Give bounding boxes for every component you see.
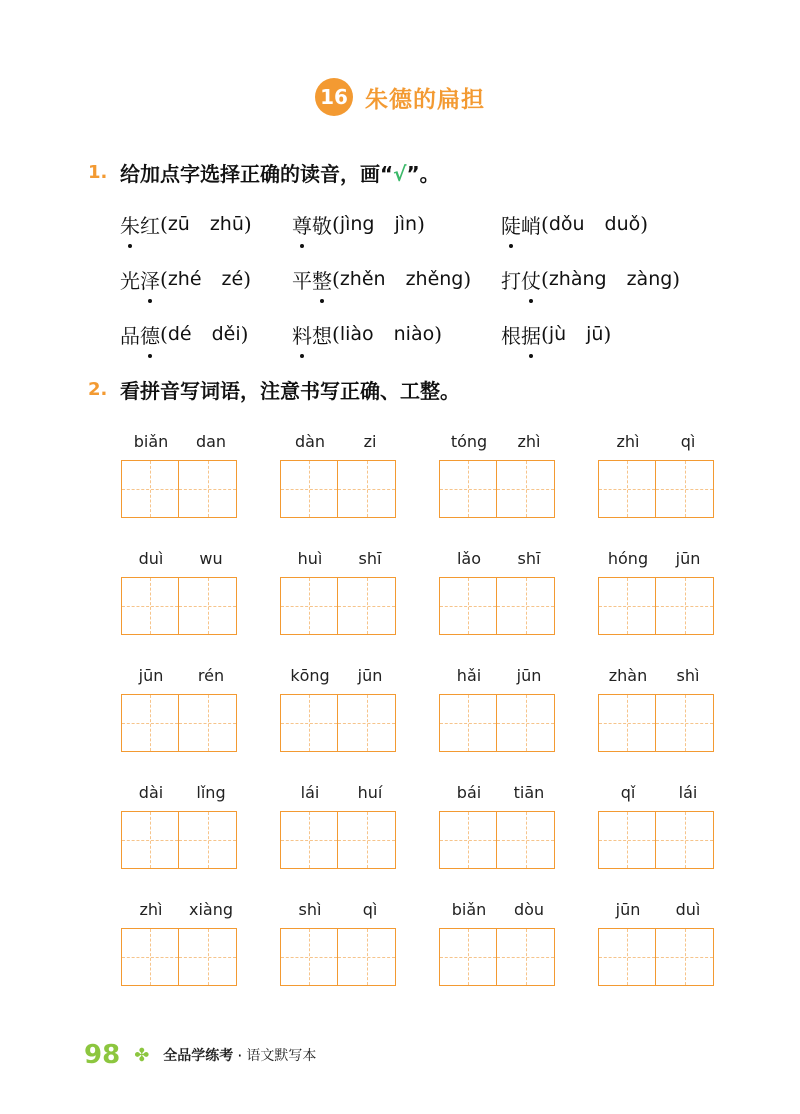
- word-character: 想: [312, 323, 332, 348]
- tian-zi-box[interactable]: [439, 811, 497, 869]
- reading-item: [501, 210, 648, 239]
- writing-boxes: [598, 811, 718, 869]
- option-gap: [386, 267, 406, 291]
- option-gap: [374, 322, 394, 346]
- dotted-character: 料: [292, 320, 312, 349]
- tian-zi-box[interactable]: [656, 811, 714, 869]
- pinyin-syllable: jūn: [138, 666, 164, 685]
- pinyin-line: [598, 549, 718, 571]
- word-cell: [121, 549, 241, 635]
- word-cell: [598, 900, 718, 986]
- instruction-pre: 给加点字选择正确的读音，画“: [120, 162, 394, 186]
- reading-item: [292, 320, 442, 349]
- tian-zi-box[interactable]: [338, 928, 396, 986]
- tian-zi-box[interactable]: [121, 811, 179, 869]
- pinyin-syllable: lái: [300, 783, 320, 802]
- question-1-heading: [88, 158, 440, 187]
- lesson-title: 朱德的扁担: [365, 86, 485, 113]
- dotted-character: 泽: [140, 265, 160, 294]
- pinyin-syllable: lǎo: [456, 549, 482, 568]
- parenthesis: ): [417, 212, 425, 236]
- lesson-number-badge: 16: [315, 78, 353, 116]
- pinyin-syllable: jūn: [675, 549, 701, 568]
- brand-name: 全品学练考: [163, 1048, 234, 1064]
- word-cell: [280, 666, 400, 752]
- tian-zi-box[interactable]: [338, 460, 396, 518]
- tian-zi-box[interactable]: [598, 460, 656, 518]
- pinyin-option[interactable]: jìng: [339, 213, 375, 235]
- writing-boxes: [121, 928, 241, 986]
- pinyin-line: [121, 432, 241, 454]
- reading-item: [501, 265, 680, 294]
- pinyin-syllable: shì: [676, 666, 700, 685]
- dotted-character: 仗: [521, 265, 541, 294]
- writing-boxes: [439, 811, 559, 869]
- pinyin-syllable: jūn: [516, 666, 542, 685]
- writing-boxes: [439, 577, 559, 635]
- tian-zi-box[interactable]: [598, 694, 656, 752]
- tian-zi-box[interactable]: [497, 928, 555, 986]
- tian-zi-box[interactable]: [439, 460, 497, 518]
- pinyin-syllable: wu: [199, 549, 223, 568]
- pinyin-option[interactable]: zhàng: [548, 268, 607, 290]
- pinyin-line: [121, 666, 241, 688]
- tian-zi-box[interactable]: [598, 811, 656, 869]
- tian-zi-box[interactable]: [497, 694, 555, 752]
- pinyin-syllable: dòu: [513, 900, 545, 919]
- tian-zi-box[interactable]: [179, 460, 237, 518]
- pinyin-syllable: duì: [138, 549, 164, 568]
- word-cell: [280, 432, 400, 518]
- word-character: 根: [501, 323, 521, 348]
- parenthesis: (: [541, 322, 549, 346]
- parenthesis: ): [603, 322, 612, 346]
- pinyin-syllable: dan: [195, 432, 227, 451]
- writing-boxes: [280, 577, 400, 635]
- writing-boxes: [121, 577, 241, 635]
- pinyin-line: [598, 783, 718, 805]
- reading-item: [292, 210, 425, 239]
- word-cell: [598, 549, 718, 635]
- lesson-header: [0, 78, 800, 116]
- parenthesis: (: [160, 322, 168, 346]
- tian-zi-box[interactable]: [121, 577, 179, 635]
- tian-zi-box[interactable]: [280, 928, 338, 986]
- pinyin-option[interactable]: zhū: [209, 213, 244, 235]
- writing-boxes: [280, 694, 400, 752]
- word-cell: [280, 900, 400, 986]
- writing-boxes: [598, 694, 718, 752]
- word-character: 品: [120, 323, 140, 348]
- clover-icon: ✤: [134, 1044, 150, 1066]
- parenthesis: ): [243, 267, 252, 291]
- pinyin-line: [121, 549, 241, 571]
- dotted-character: 尊: [292, 210, 312, 239]
- pinyin-syllable: huì: [297, 549, 323, 568]
- word-cell: [439, 549, 559, 635]
- tian-zi-box[interactable]: [497, 460, 555, 518]
- pinyin-syllable: hóng: [607, 549, 649, 568]
- parenthesis: ): [434, 322, 443, 346]
- pinyin-line: [439, 666, 559, 688]
- pinyin-syllable: tiān: [513, 783, 545, 802]
- page-footer: [84, 1040, 316, 1070]
- tian-zi-box[interactable]: [338, 811, 396, 869]
- parenthesis: (: [541, 212, 549, 236]
- pinyin-syllable: hǎi: [456, 666, 482, 685]
- tian-zi-box[interactable]: [598, 928, 656, 986]
- pinyin-syllable: qì: [362, 900, 378, 919]
- parenthesis: ): [672, 267, 681, 291]
- tian-zi-box[interactable]: [656, 928, 714, 986]
- brand-separator: ·: [237, 1045, 243, 1065]
- tian-zi-box[interactable]: [280, 811, 338, 869]
- pinyin-line: [280, 900, 400, 922]
- word-cell: [280, 783, 400, 869]
- pinyin-option[interactable]: jìn: [394, 213, 418, 235]
- question-1-instruction: [120, 158, 440, 187]
- tian-zi-box[interactable]: [280, 460, 338, 518]
- pinyin-syllable: shī: [358, 549, 382, 568]
- pinyin-syllable: xiàng: [188, 900, 233, 919]
- writing-boxes: [121, 694, 241, 752]
- reading-item: [501, 320, 611, 349]
- dotted-character: 德: [140, 320, 160, 349]
- parenthesis: (: [332, 322, 340, 346]
- reading-item: [120, 210, 252, 239]
- option-gap: [566, 322, 586, 346]
- pinyin-line: [439, 549, 559, 571]
- writing-boxes: [439, 694, 559, 752]
- writing-boxes: [121, 811, 241, 869]
- option-gap: [202, 267, 222, 291]
- option-gap: [374, 212, 394, 236]
- parenthesis: ): [240, 322, 249, 346]
- word-character: 红: [140, 213, 160, 238]
- pinyin-syllable: zi: [363, 432, 377, 451]
- pinyin-syllable: jūn: [615, 900, 641, 919]
- option-gap: [190, 212, 210, 236]
- instruction-post: ”。: [406, 162, 440, 186]
- dotted-character: 整: [312, 265, 332, 294]
- writing-boxes: [598, 577, 718, 635]
- pinyin-syllable: dài: [138, 783, 164, 802]
- pinyin-line: [598, 432, 718, 454]
- pinyin-syllable: bái: [456, 783, 482, 802]
- pinyin-line: [439, 900, 559, 922]
- writing-boxes: [439, 460, 559, 518]
- writing-boxes: [598, 928, 718, 986]
- word-cell: [121, 432, 241, 518]
- pinyin-syllable: lǐng: [196, 783, 226, 802]
- tian-zi-box[interactable]: [179, 694, 237, 752]
- tian-zi-box[interactable]: [656, 577, 714, 635]
- pinyin-syllable: duì: [675, 900, 701, 919]
- question-2-heading: [88, 375, 460, 404]
- option-gap: [607, 267, 627, 291]
- option-gap: [585, 212, 605, 236]
- pinyin-option[interactable]: děi: [211, 323, 241, 345]
- option-gap: [192, 322, 212, 346]
- pinyin-syllable: zhì: [616, 432, 640, 451]
- word-character: 峭: [521, 213, 541, 238]
- question-2-instruction: 看拼音写词语，注意书写正确、工整。: [120, 379, 460, 403]
- pinyin-syllable: biǎn: [133, 432, 169, 451]
- pinyin-line: [280, 783, 400, 805]
- pinyin-syllable: rén: [197, 666, 225, 685]
- pinyin-syllable: biǎn: [451, 900, 487, 919]
- tian-zi-box[interactable]: [338, 694, 396, 752]
- writing-boxes: [280, 460, 400, 518]
- word-cell: [598, 432, 718, 518]
- word-cell: [121, 783, 241, 869]
- writing-boxes: [280, 928, 400, 986]
- word-cell: [121, 666, 241, 752]
- pinyin-option[interactable]: zé: [221, 268, 244, 290]
- tian-zi-box[interactable]: [121, 460, 179, 518]
- tian-zi-box[interactable]: [280, 694, 338, 752]
- pinyin-line: [439, 432, 559, 454]
- pinyin-line: [439, 783, 559, 805]
- parenthesis: (: [160, 267, 168, 291]
- pinyin-syllable: lái: [678, 783, 698, 802]
- pinyin-syllable: jūn: [357, 666, 383, 685]
- word-character: 敬: [312, 213, 332, 238]
- pinyin-line: [280, 432, 400, 454]
- pinyin-option[interactable]: jū: [586, 323, 604, 345]
- pinyin-option[interactable]: duǒ: [604, 213, 641, 235]
- tian-zi-box[interactable]: [497, 577, 555, 635]
- pinyin-option[interactable]: jù: [548, 323, 567, 345]
- tian-zi-box[interactable]: [598, 577, 656, 635]
- writing-boxes: [439, 928, 559, 986]
- writing-boxes: [598, 460, 718, 518]
- parenthesis: (: [160, 212, 168, 236]
- pinyin-line: [598, 900, 718, 922]
- reading-item: [120, 320, 248, 349]
- dotted-character: 朱: [120, 210, 140, 239]
- word-cell: [439, 666, 559, 752]
- pinyin-option[interactable]: dé: [167, 323, 192, 345]
- pinyin-line: [121, 900, 241, 922]
- tian-zi-box[interactable]: [439, 928, 497, 986]
- dotted-character: 据: [521, 320, 541, 349]
- parenthesis: ): [243, 212, 252, 236]
- parenthesis: ): [640, 212, 649, 236]
- pinyin-line: [280, 549, 400, 571]
- pinyin-option[interactable]: zhé: [167, 268, 202, 290]
- parenthesis: ): [463, 267, 472, 291]
- pinyin-syllable: qì: [680, 432, 696, 451]
- tian-zi-box[interactable]: [179, 577, 237, 635]
- reading-item: [120, 265, 251, 294]
- dotted-character: 陡: [501, 210, 521, 239]
- tian-zi-box[interactable]: [656, 694, 714, 752]
- tian-zi-box[interactable]: [338, 577, 396, 635]
- pinyin-syllable: zhì: [139, 900, 163, 919]
- pinyin-option[interactable]: zhěng: [405, 268, 464, 290]
- word-cell: [280, 549, 400, 635]
- pinyin-line: [280, 666, 400, 688]
- tian-zi-box[interactable]: [439, 577, 497, 635]
- pinyin-syllable: shì: [298, 900, 322, 919]
- tian-zi-box[interactable]: [179, 811, 237, 869]
- word-cell: [121, 900, 241, 986]
- word-character: 打: [501, 268, 521, 293]
- pinyin-syllable: zhàn: [608, 666, 648, 685]
- word-character: 光: [120, 268, 140, 293]
- word-cell: [598, 666, 718, 752]
- page-number: 98: [84, 1040, 121, 1070]
- pinyin-option[interactable]: dǒu: [548, 213, 585, 235]
- pinyin-line: [598, 666, 718, 688]
- word-cell: [598, 783, 718, 869]
- word-cell: [439, 432, 559, 518]
- pinyin-option[interactable]: zhěn: [339, 268, 386, 290]
- pinyin-syllable: shī: [517, 549, 541, 568]
- pinyin-option[interactable]: zū: [167, 213, 190, 235]
- pinyin-option[interactable]: zàng: [626, 268, 673, 290]
- check-mark-icon: √: [393, 162, 407, 186]
- pinyin-syllable: tóng: [450, 432, 488, 451]
- pinyin-syllable: huí: [357, 783, 383, 802]
- parenthesis: (: [332, 212, 340, 236]
- tian-zi-box[interactable]: [179, 928, 237, 986]
- word-cell: [439, 900, 559, 986]
- writing-boxes: [121, 460, 241, 518]
- book-title: 语文默写本: [246, 1048, 317, 1064]
- pinyin-option[interactable]: niào: [393, 323, 435, 345]
- tian-zi-box[interactable]: [656, 460, 714, 518]
- question-2-number: 2.: [88, 379, 108, 400]
- pinyin-option[interactable]: liào: [339, 323, 374, 345]
- tian-zi-box[interactable]: [439, 694, 497, 752]
- writing-boxes: [280, 811, 400, 869]
- pinyin-syllable: zhì: [517, 432, 541, 451]
- pinyin-line: [121, 783, 241, 805]
- parenthesis: (: [541, 267, 549, 291]
- tian-zi-box[interactable]: [280, 577, 338, 635]
- tian-zi-box[interactable]: [121, 694, 179, 752]
- pinyin-syllable: kōng: [290, 666, 330, 685]
- tian-zi-box[interactable]: [497, 811, 555, 869]
- tian-zi-box[interactable]: [121, 928, 179, 986]
- reading-item: [292, 265, 471, 294]
- pinyin-syllable: qǐ: [620, 783, 636, 802]
- word-character: 平: [292, 268, 312, 293]
- parenthesis: (: [332, 267, 340, 291]
- word-cell: [439, 783, 559, 869]
- question-1-number: 1.: [88, 162, 108, 183]
- pinyin-syllable: dàn: [294, 432, 326, 451]
